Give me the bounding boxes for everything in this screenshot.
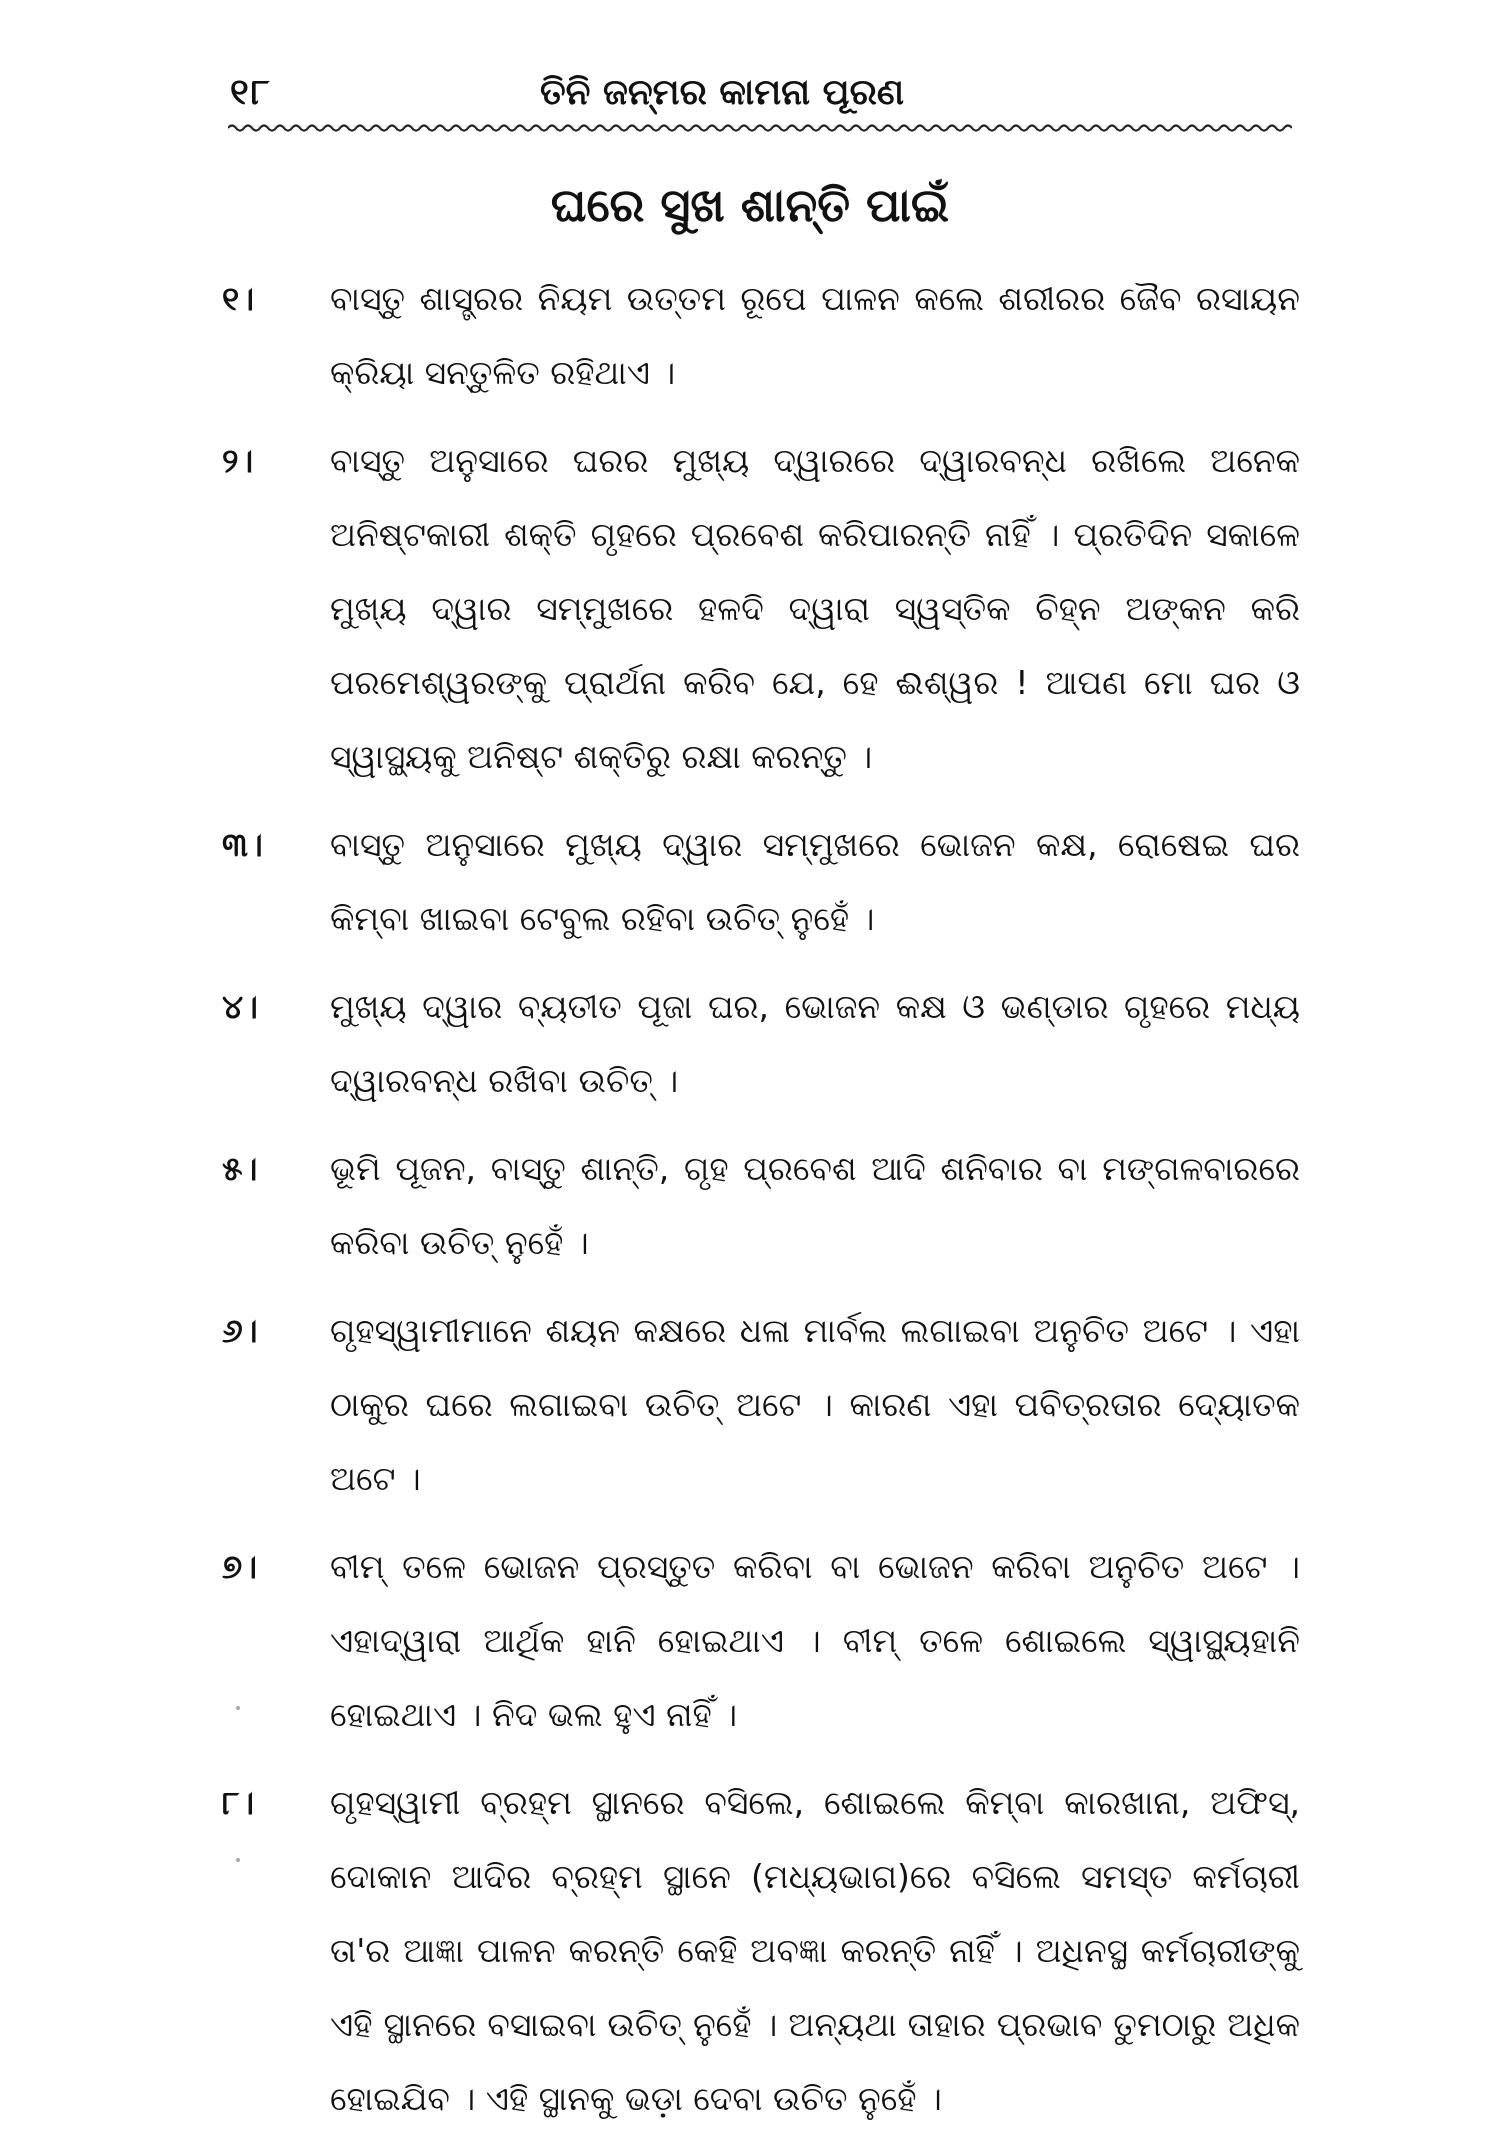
item-number: ୬। [222, 1311, 258, 1350]
page-number: ୧୮ [230, 72, 272, 113]
scan-speck [236, 1858, 240, 1862]
item-number: ୧। [222, 279, 255, 318]
item-text: ବାସ୍ତୁ ଶାସ୍ତ୍ରର ନିୟମ ଉତ୍ତମ ରୂପେ ପାଳନ କଲେ ଶରୀରର ଜୈବ ରସାୟନ କ୍ରିୟା ସନ୍ତୁଳିତ ରହିଥାଏ । [330, 279, 1300, 392]
list-item [222, 1766, 1300, 2136]
item-text: ଗୃହସ୍ୱାମୀମାନେ ଶୟନ କକ୍ଷରେ ଧଳା ମାର୍ବଲ ଲଗାଇବା ଅନୁଚିତ ଅଟେ । ଏହା ଠାକୁର ଘରେ ଲଗାଇବା ଉଚିତ୍ ଅଟେ । କାରଣ ଏହା ପବିତ୍ରତାର ଦ୍ୟୋତକ ଅଟେ । [330, 1311, 1300, 1498]
item-text: ଭୂମି ପୂଜନ, ବାସ୍ତୁ ଶାନ୍ତି, ଗୃହ ପ୍ରବେଶ ଆଦି ଶନିବାର ବା ମଙ୍ଗଳବାରରେ କରିବା ଉଚିତ୍ ନୁହେଁ । [330, 1149, 1300, 1262]
item-number: ୪। [222, 987, 259, 1026]
list-item [222, 1294, 1300, 1516]
item-list [222, 262, 1300, 2150]
item-text: ବାସ୍ତୁ ଅନୁସାରେ ମୁଖ୍ୟ ଦ୍ୱାର ସମ୍ମୁଖରେ ଭୋଜନ କକ୍ଷ, ରୋଷେଇ ଘର କିମ୍ବା ଖାଇବା ଟେବୁଲ ରହିବା ଉଚିତ୍ ନୁହେଁ । [330, 825, 1300, 938]
item-number: ୩। [222, 825, 263, 864]
list-item [222, 424, 1300, 794]
item-number: ୫। [222, 1149, 258, 1188]
running-title: ତିନି ଜନ୍ମର କାମନା ପୂରଣ [540, 72, 905, 113]
scan-speck [236, 1706, 240, 1710]
item-number: ୨। [222, 441, 254, 480]
list-item [222, 970, 1300, 1118]
wavy-divider [228, 120, 1292, 136]
item-number: ୭। [222, 1547, 258, 1586]
item-text: ମୁଖ୍ୟ ଦ୍ୱାର ବ୍ୟତୀତ ପୂଜା ଘର, ଭୋଜନ କକ୍ଷ ଓ ଭଣ୍ଡାର ଗୃହରେ ମଧ୍ୟ ଦ୍ୱାରବନ୍ଧ ରଖିବା ଉଚିତ୍ । [330, 987, 1300, 1100]
item-text: ବୀମ୍ ତଳେ ଭୋଜନ ପ୍ରସ୍ତୁତ କରିବା ବା ଭୋଜନ କରିବା ଅନୁଚିତ ଅଟେ । ଏହାଦ୍ୱାରା ଆର୍ଥିକ ହାନି ହୋଇଥାଏ । ବୀମ୍ ତଳେ ଶୋଇଲେ ସ୍ୱାସ୍ଥ୍ୟହାନି ହୋଇଥାଏ । ନିଦ ଭଲ ହୁଏ ନାହିଁ । [330, 1547, 1300, 1734]
item-text: ବାସ୍ତୁ ଅନୁସାରେ ଘରର ମୁଖ୍ୟ ଦ୍ୱାରରେ ଦ୍ୱାରବନ୍ଧ ରଖିଲେ ଅନେକ ଅନିଷ୍ଟକାରୀ ଶକ୍ତି ଗୃହରେ ପ୍ରବେଶ କରିପାରନ୍ତି ନାହିଁ । ପ୍ରତିଦିନ ସକାଳେ ମୁଖ୍ୟ ଦ୍ୱାର ସମ୍ମୁଖରେ ହଳଦି ଦ୍ୱାରା ସ୍ୱସ୍ତିକ ଚିହ୍ନ ଅଙ୍କନ କରି ପରମେଶ୍ୱରଙ୍କୁ ପ୍ରାର୍ଥନା କରିବ ଯେ, ହେ ଈଶ୍ୱର ! ଆପଣ ମୋ ଘର ଓ ସ୍ୱାସ୍ଥ୍ୟକୁ ଅନିଷ୍ଟ ଶକ୍ତିରୁ ରକ୍ଷା କରନ୍ତୁ । [330, 441, 1300, 776]
section-title: ଘରେ ସୁଖ ଶାନ୍ତି ପାଇଁ [550, 178, 950, 232]
item-number: ୮। [222, 1783, 255, 1822]
list-item [222, 262, 1300, 410]
list-item [222, 808, 1300, 956]
item-text: ଗୃହସ୍ୱାମୀ ବ୍ରହ୍ମ ସ୍ଥାନରେ ବସିଲେ, ଶୋଇଲେ କିମ୍ବା କାରଖାନା, ଅଫିସ୍, ଦୋକାନ ଆଦିର ବ୍ରହ୍ମ ସ୍ଥାନେ (ମଧ୍ୟଭାଗ)ରେ ବସିଲେ ସମସ୍ତ କର୍ମଚାରୀ ତା'ର ଆଜ୍ଞା ପାଳନ କରନ୍ତି କେହି ଅବଜ୍ଞା କରନ୍ତି ନାହିଁ । ଅଧିନସ୍ଥ କର୍ମଚାରୀଙ୍କୁ ଏହି ସ୍ଥାନରେ ବସାଇବା ଉଚିତ୍ ନୁହେଁ । ଅନ୍ୟଥା ତାହାର ପ୍ରଭାବ ତୁମଠାରୁ ଅଧିକ ହୋଇଯିବ । ଏହି ସ୍ଥାନକୁ ଭଡ଼ା ଦେବା ଉଚିତ ନୁହେଁ । [330, 1783, 1300, 2118]
list-item [222, 1530, 1300, 1752]
list-item [222, 1132, 1300, 1280]
